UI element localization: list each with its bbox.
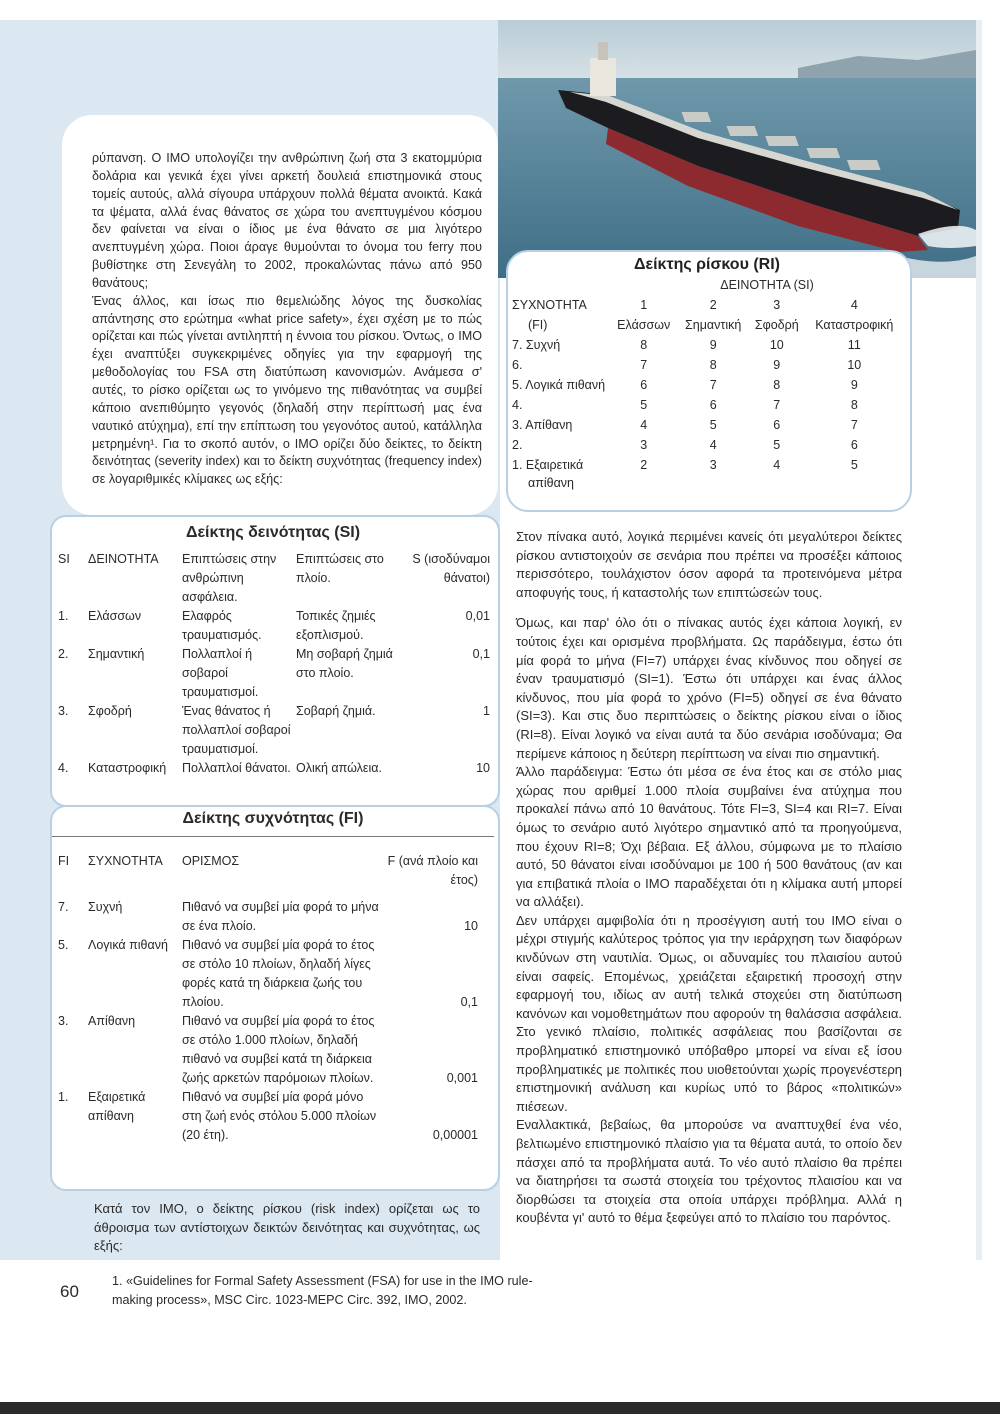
row-label: 2.	[512, 438, 523, 452]
header-cell: ΣΥΧΝΟΤΗΤΑ	[88, 854, 163, 868]
table-cell: 4	[850, 298, 858, 312]
header-cell: S (ισοδύναμοι θάνατοι)	[412, 552, 490, 585]
table-cell: 7	[850, 418, 858, 432]
table-cell: Πολλαπλοί ή σοβαροί τραυματισμοί.	[182, 647, 259, 699]
ship-photo	[498, 20, 976, 278]
paragraph: Κατά τον ΙΜΟ, ο δείκτης ρίσκου (risk index) ορίζεται ως το άθροισμα των αντίστοιχων δεικτών δεινότητας και συχνότητας, ως εξής:	[94, 1201, 480, 1254]
table-cell: 7	[773, 398, 781, 412]
table-cell: 5.	[58, 938, 69, 952]
table-cell: 9	[773, 358, 781, 372]
row-label: 3. Απίθανη	[512, 418, 573, 432]
table-cell: Λογικά πιθανή	[88, 938, 168, 952]
table-row	[512, 396, 904, 416]
table-cell: 6	[640, 378, 648, 392]
divider	[52, 836, 494, 837]
paragraph: Εναλλακτικά, βεβαίως, θα μπορούσε να αναπτυχθεί ένα νέο, βελτιωμένο επιστημονικό πλαίσιο για τα θέματα αυτά, το οποίο δεν πάσχει από τα προβλήματα αυτά. Το νέο αυτό πλαίσιο θα πρέπει να διατηρήσει τα σωστά στοιχεία του τρέχοντος πλαισίου και να διορθώσει τα στοιχεία στα οποία υπάρχει πρόβλημα. Αλλά η κουβέντα γι' αυτό το θέμα ξεφεύγει από το πλαίσιο του παρόντος.	[516, 1117, 902, 1226]
risk-index-definition	[94, 1200, 480, 1256]
table-row	[512, 376, 904, 396]
table-row	[58, 759, 490, 778]
table-cell: 0,01	[465, 609, 490, 623]
table-cell: 7	[640, 358, 648, 372]
table-cell: 10	[464, 919, 478, 933]
table-row	[58, 898, 478, 936]
table-row	[512, 336, 904, 356]
paragraph: Άλλο παράδειγμα: Έστω ότι μέσα σε ένα έτος και σε στόλο μιας χώρας που αριθμεί 1.000 πλοία συμβαίνει ένα ατύχημα που προκαλεί πάνω από 10 θανάτους. Τότε FI=3, SI=4 και RI=7. Είναι όμως το σενάριο αυτό λιγότερο σημαντικό από τα προηγούμενα, που έχουν RI=8; Όχι βέβαια. Εξ άλλου, σύμφωνα με το πλαίσιο αυτό, 50 θάνατοι είναι ισοδύναμοι με 100 ή 500 θανάτους (αν και για επιβατικά πλοία ο ΙΜΟ παραδέχεται ότι η κλίμακα αυτή μπορεί να αλλάξει).	[516, 764, 902, 910]
table-cell: 5	[709, 418, 717, 432]
table-cell: 0,1	[472, 647, 490, 661]
table-cell: Ολική απώλεια.	[296, 761, 382, 775]
table-cell: Πιθανό να συμβεί μία φορά το έτος σε στόλο 10 πλοίων, δηλαδή λίγες φορές κατά τη διάρκεια ζωής του πλοίου.	[182, 938, 375, 1009]
table-cell: 0,001	[446, 1071, 478, 1085]
table-header-row	[58, 550, 490, 607]
row-label: 5. Λογικά πιθανή	[512, 378, 606, 392]
table-cell: 8	[640, 338, 648, 352]
table-cell: 9	[709, 338, 717, 352]
table-cell: 1.	[58, 609, 69, 623]
table-header-row	[58, 852, 478, 898]
header-cell: ΟΡΙΣΜΟΣ	[182, 854, 240, 868]
table-cell: Σφοδρή	[88, 704, 132, 718]
header-cell: F (ανά πλοίο και έτος)	[387, 854, 478, 887]
table-cell: 5	[850, 458, 858, 472]
paragraph: Δεν υπάρχει αμφιβολία ότι η προσέγγιση αυτή του ΙΜΟ είναι ο μέχρι στιγμής καλύτερος τρόπος για την ιεράρχηση των διαφόρων κινδύνων στη ναυτιλία. Όμως, οι αδυναμίες του πλαισίου αυτού είναι σαφείς. Επομένως, χρειάζεται εξαιρετική προσοχή στην εφαρμογή του, ιδίως αν αυτή τελικά στοχεύει στη διατύπωση κανόνων και νομοθετημάτων που αφορούν τη θαλάσσια ασφάλεια. Στο γενικό πλαίσιο, πολιτικές ασφάλειας που βασίζονται σε προβληματικό επιστημονικό υπόβαθρο μπορεί να είναι εξ ίσου προβληματικές με πολιτικές που υιοθετούνται χωρίς προγενέστερη επιστημονική ανάλυση και κυρίως υπό το βάρος «πολιτικών» πιέσεων.	[516, 912, 902, 1114]
table-cell: 6	[773, 418, 781, 432]
table-cell: 4	[709, 438, 717, 452]
header-cell: Επιπτώσεις στην ανθρώπινη ασφάλεια.	[182, 552, 277, 604]
row-label	[512, 456, 610, 492]
severity-table	[58, 550, 490, 778]
risk-row-header: (FI)	[528, 318, 548, 332]
table-cell: 3	[709, 458, 717, 472]
risk-super-header: ΔΕΙΝΟΤΗΤΑ (SI)	[720, 278, 814, 292]
table-row	[58, 607, 490, 645]
table-cell: 10	[769, 338, 784, 352]
table-cell: Συχνή	[88, 900, 123, 914]
right-column-text	[516, 528, 902, 1228]
table-cell: Ελαφρός τραυματισμός.	[182, 609, 262, 642]
table-cell: 2.	[58, 647, 69, 661]
risk-table-title: Δείκτης ρίσκου (RI)	[633, 256, 780, 273]
table-cell: 1.	[58, 1090, 69, 1104]
table-cell: 5	[773, 438, 781, 452]
table-cell: 9	[850, 378, 858, 392]
table-cell: 3.	[58, 1014, 69, 1028]
table-cell: 8	[709, 358, 717, 372]
table-row	[58, 645, 490, 702]
table-cell: 8	[850, 398, 858, 412]
header-cell: SI	[58, 552, 70, 566]
risk-table	[512, 276, 904, 492]
table-cell: 6	[850, 438, 858, 452]
page-number: 60	[60, 1282, 79, 1301]
table-cell: 1	[483, 704, 490, 718]
table-cell: Πιθανό να συμβεί μία φορά το μήνα σε ένα πλοίο.	[182, 900, 379, 933]
table-cell: Καταστροφική	[88, 761, 167, 775]
frequency-table-title: Δείκτης συχνότητας (FI)	[182, 810, 364, 827]
page-edge	[976, 20, 982, 1260]
table-cell: Σοβαρή ζημιά.	[296, 704, 376, 718]
table-cell: Πιθανό να συμβεί μία φορά μόνο στη ζωή ενός στόλου 5.000 πλοίων (20 έτη).	[182, 1090, 377, 1142]
table-cell: Σημαντική	[88, 647, 145, 661]
table-cell: 4.	[58, 761, 69, 775]
table-cell: Ένας θάνατος ή πολλαπλοί σοβαροί τραυματισμοί.	[182, 704, 291, 756]
paragraph: ρύπανση. Ο ΙΜΟ υπολογίζει την ανθρώπινη ζωή στα 3 εκατομμύρια δολάρια και γενικά έχει γίνει αρκετή δουλειά επιστημονικά στους τομείς αυτούς, αλλά σίγουρα υπάρχουν πολλά θέματα ανοικτά. Κακά τα ψέματα, αλλά ένας θάνατος σε χώρα του ανεπτυγμένου κόσμου δεν φαίνεται να είναι ο ίδιος με ένα θάνατο σε μια λιγότερο ανεπτυγμένη χώρα. Ποιοι άραγε θυμούνται το όνομα του ferry που βυθίστηκε στη Σενεγάλη το 2002, προκαλώντας πάνω από 950 θανάτους;	[92, 151, 482, 290]
table-row	[58, 702, 490, 759]
table-cell: 2	[709, 298, 717, 312]
row-label-line: απίθανη	[528, 476, 575, 490]
table-cell: 11	[847, 338, 861, 352]
table-row	[58, 1012, 478, 1088]
bottom-edge	[0, 1402, 1000, 1414]
row-label: 7. Συχνή	[512, 338, 561, 352]
table-cell: 0,1	[460, 995, 478, 1009]
table-cell: Σημαντική	[685, 318, 742, 332]
row-label: 6.	[512, 358, 523, 372]
table-cell: 3.	[58, 704, 69, 718]
table-cell: Σφοδρή	[754, 318, 799, 332]
table-cell: Πιθανό να συμβεί μία φορά το έτος σε στόλο 1.000 πλοίων, δηλαδή πιθανό να συμβεί κατά τη διάρκεια ζωής αρκετών παρόμοιων πλοίων.	[182, 1014, 375, 1085]
table-cell: 10	[476, 761, 490, 775]
frequency-table	[58, 852, 478, 1145]
table-cell: Ελάσσων	[617, 318, 671, 332]
table-cell: 3	[640, 438, 648, 452]
row-label-line: 1. Εξαιρετικά	[512, 458, 584, 472]
paragraph: Ένας άλλος, και ίσως πιο θεμελιώδης λόγος της δυσκολίας απάντησης στο ερώτημα «what price safety», έχει σχέση με το πώς ορίζεται και πώς γίνεται αντιληπτή η έννοια του ρίσκου. Όντως, ο ΙΜΟ έχει αναπτύξει συγκεκριμένες οδηγίες για την εφαρμογή της μεθοδολογίας του FSA στη διατύπωση κανονισμών. Ανάμεσα σ' αυτές, το ρίσκο ορίζεται ως το γινόμενο της πιθανότητας να συμβεί κάποιο ανεπιθύμητο γεγονός (δηλαδή στην περίπτωσή μας ένα ναυτικό ατύχημα), επί την επίπτωση του γεγονότος αυτού, κατάλληλα μετρημένη¹. Για το σκοπό αυτόν, ο ΙΜΟ ορίζει δύο δείκτες, το δείκτη δεινότητας (severity index) και το δείκτη συχνότητας (frequency index) σε λογαριθμικές κλίμακες ως εξής:	[92, 293, 482, 487]
table-cell: 8	[773, 378, 781, 392]
header-cell: Επιπτώσεις στο πλοίο.	[296, 552, 384, 585]
table-cell: Ελάσσων	[88, 609, 142, 623]
risk-row-header: ΣΥΧΝΟΤΗΤΑ	[512, 298, 587, 312]
table-cell: 4	[640, 418, 648, 432]
table-cell: 6	[709, 398, 717, 412]
header-cell: ΔΕΙΝΟΤΗΤΑ	[88, 552, 159, 566]
table-cell: Τοπικές ζημιές εξοπλισμού.	[296, 609, 376, 642]
table-cell: Μη σοβαρή ζημιά στο πλοίο.	[296, 647, 393, 680]
table-row	[58, 936, 478, 1012]
paragraph: Όμως, και παρ' όλο ότι ο πίνακας αυτός έχει κάποια λογική, εν τούτοις έχει και ορισμένα προβλήματα. Ως παράδειγμα, έστω ότι μία φορά το μήνα (FI=7) υπάρχει ένας κίνδυνος που οδηγεί σε έναν τραυματισμό (SI=1). Έστω ότι υπάρχει και ένας άλλος κίνδυνος, που μία φορά το χρόνο (FI=5) οδηγεί σε ένα θάνατο (SI=3). Και στις δυο περιπτώσεις ο δείκτης ρίσκου είναι ο ίδιος (RI=8). Είναι λογικό να είναι αυτά τα δύο σενάρια ισοδύναμα; Θα περίμενε κάποιος η δεύτερη περίπτωση να είναι πιο σημαντική.	[516, 615, 902, 761]
row-label: 4.	[512, 398, 523, 412]
paragraph: Στον πίνακα αυτό, λογικά περιμένει κανείς ότι μεγαλύτεροι δείκτες ρίσκου αντιστοιχούν σε σενάρια που πρέπει να προσέξει κάποιος περισσότερο, τουλάχιστον όσον αφορά τα προτεινόμενα μέτρα αποφυγής τους, ή καταστολής των επιπτώσεών τους.	[516, 529, 902, 600]
table-cell: 2	[640, 458, 648, 472]
table-cell: Απίθανη	[88, 1014, 136, 1028]
table-cell: 3	[773, 298, 781, 312]
header-cell: FI	[58, 854, 70, 868]
table-cell: 4	[773, 458, 781, 472]
severity-table-title: Δείκτης δεινότητας (SI)	[185, 524, 361, 541]
table-row	[512, 436, 904, 456]
intro-paragraphs	[92, 150, 482, 489]
table-cell: Εξαιρετικά απίθανη	[88, 1090, 146, 1123]
table-cell: Πολλαπλοί θάνατοι.	[182, 761, 291, 775]
table-cell: 7	[709, 378, 717, 392]
table-row	[512, 416, 904, 436]
footnote: 1. «Guidelines for Formal Safety Assessment (FSA) for use in the IMO rule-making process», MSC Circ. 1023-MEPC Circ. 392, IMO, 2002.	[112, 1274, 533, 1307]
table-cell: 7.	[58, 900, 69, 914]
table-cell: 5	[640, 398, 648, 412]
table-row	[512, 356, 904, 376]
table-cell: 0,00001	[432, 1128, 478, 1142]
table-cell: Καταστροφική	[815, 318, 894, 332]
table-cell: 1	[640, 298, 648, 312]
table-cell: 10	[847, 358, 862, 372]
table-row	[58, 1088, 478, 1145]
table-row	[512, 456, 904, 492]
